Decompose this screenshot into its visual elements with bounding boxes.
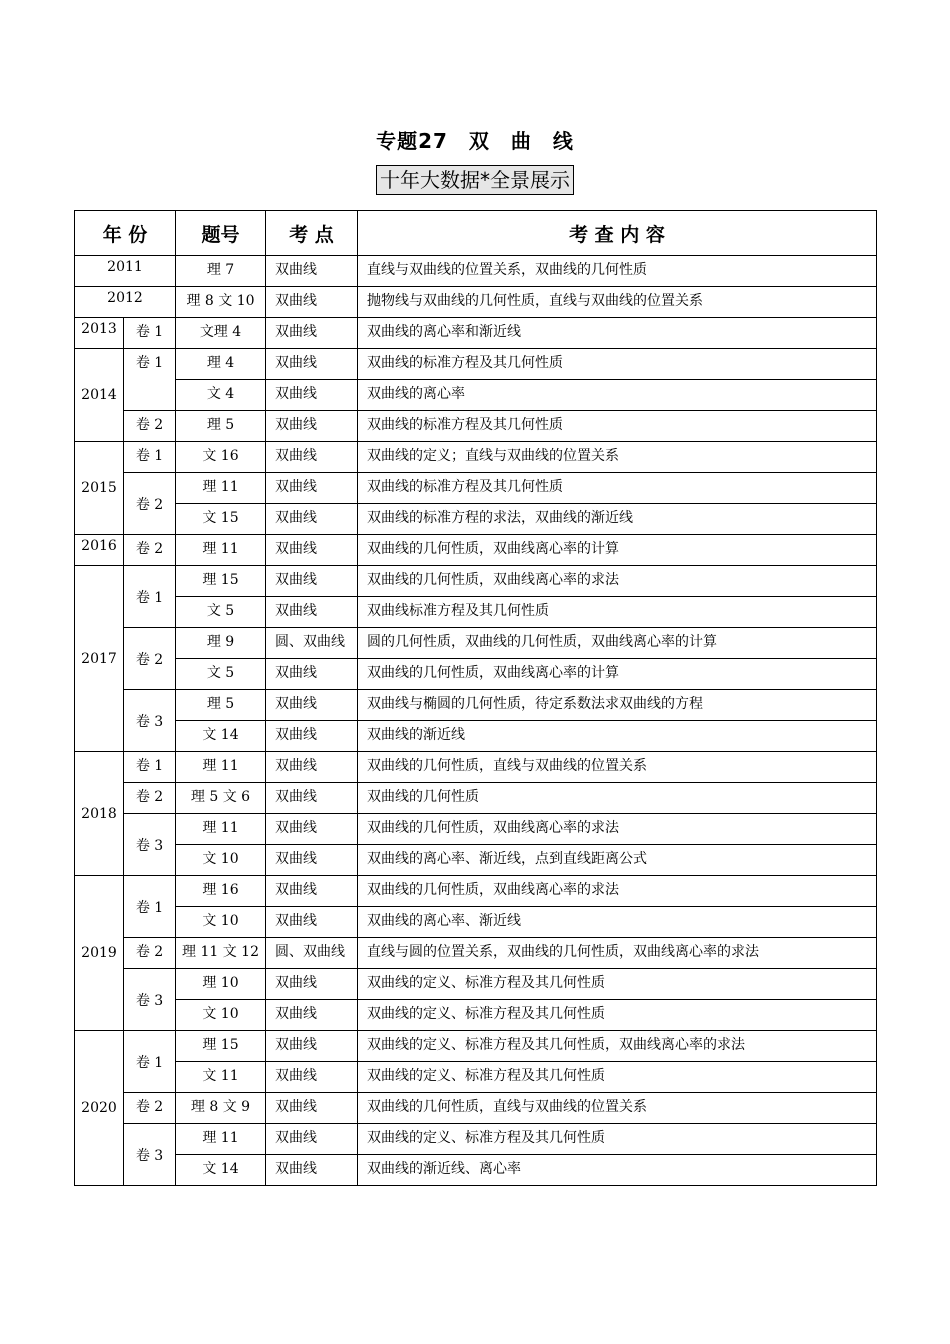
content-cell: 双曲线的几何性质，双曲线离心率的求法 — [358, 814, 877, 845]
number-cell: 理 15 — [176, 1031, 266, 1062]
content-cell: 双曲线的离心率 — [358, 380, 877, 411]
topic-cell: 双曲线 — [266, 318, 358, 349]
content-cell: 双曲线的几何性质，直线与双曲线的位置关系 — [358, 752, 877, 783]
table-row — [75, 1155, 877, 1186]
number-cell: 理 11 — [176, 473, 266, 504]
table-row — [75, 814, 877, 845]
number-cell: 文 10 — [176, 845, 266, 876]
year-cell: 2011 — [75, 256, 176, 287]
topic-cell: 双曲线 — [266, 597, 358, 628]
paper-cell: 卷 1 — [124, 1031, 176, 1093]
number-cell: 理 11 — [176, 752, 266, 783]
number-cell: 理 9 — [176, 628, 266, 659]
topic-cell: 双曲线 — [266, 752, 358, 783]
content-cell: 双曲线的几何性质，双曲线离心率的求法 — [358, 566, 877, 597]
table-row — [75, 1031, 877, 1062]
table-row — [75, 473, 877, 504]
table-row — [75, 1062, 877, 1093]
content-cell: 双曲线的离心率、渐近线 — [358, 907, 877, 938]
number-cell: 理 5 文 6 — [176, 783, 266, 814]
content-cell: 双曲线的渐近线、离心率 — [358, 1155, 877, 1186]
topic-cell: 圆、双曲线 — [266, 938, 358, 969]
header-number: 题号 — [176, 211, 266, 256]
table-row — [75, 1000, 877, 1031]
table-row — [75, 380, 877, 411]
subtitle-wrap — [0, 165, 950, 195]
number-cell: 理 8 文 10 — [176, 287, 266, 318]
topic-cell: 双曲线 — [266, 1000, 358, 1031]
table-row — [75, 845, 877, 876]
topic-cell: 双曲线 — [266, 1031, 358, 1062]
topic-cell: 双曲线 — [266, 1062, 358, 1093]
table-row — [75, 318, 877, 349]
number-cell: 理 5 — [176, 411, 266, 442]
subtitle-box: 十年大数据*全景展示 — [376, 165, 574, 195]
table-row — [75, 783, 877, 814]
content-cell: 双曲线的定义、标准方程及其几何性质 — [358, 969, 877, 1000]
number-cell: 理 11 — [176, 1124, 266, 1155]
table-row — [75, 256, 877, 287]
content-cell: 双曲线标准方程及其几何性质 — [358, 597, 877, 628]
year-cell: 2019 — [75, 876, 124, 1031]
exam-table — [74, 210, 877, 1186]
content-cell: 双曲线的几何性质，双曲线离心率的计算 — [358, 659, 877, 690]
topic-cell: 双曲线 — [266, 1155, 358, 1186]
year-cell: 2014 — [75, 349, 124, 442]
header-content: 考 查 内 容 — [358, 211, 877, 256]
content-cell: 圆的几何性质，双曲线的几何性质，双曲线离心率的计算 — [358, 628, 877, 659]
paper-cell: 卷 3 — [124, 690, 176, 752]
year-cell: 2018 — [75, 752, 124, 876]
topic-cell: 双曲线 — [266, 876, 358, 907]
table-row — [75, 287, 877, 318]
table-row — [75, 1124, 877, 1155]
paper-cell: 卷 2 — [124, 1093, 176, 1124]
content-cell: 双曲线的几何性质 — [358, 783, 877, 814]
number-cell: 文 10 — [176, 1000, 266, 1031]
number-cell: 理 7 — [176, 256, 266, 287]
number-cell: 理 15 — [176, 566, 266, 597]
number-cell: 理 10 — [176, 969, 266, 1000]
table-row — [75, 349, 877, 380]
paper-cell: 卷 1 — [124, 442, 176, 473]
table-row — [75, 876, 877, 907]
number-cell: 文理 4 — [176, 318, 266, 349]
topic-cell: 双曲线 — [266, 783, 358, 814]
paper-cell: 卷 1 — [124, 752, 176, 783]
number-cell: 文 16 — [176, 442, 266, 473]
page-title: 专题27 双 曲 线 — [376, 129, 574, 153]
content-cell: 双曲线的定义、标准方程及其几何性质 — [358, 1000, 877, 1031]
topic-cell: 双曲线 — [266, 380, 358, 411]
paper-cell: 卷 3 — [124, 814, 176, 876]
header-topic: 考 点 — [266, 211, 358, 256]
content-cell: 双曲线的标准方程及其几何性质 — [358, 349, 877, 380]
paper-cell: 卷 2 — [124, 628, 176, 690]
content-cell: 双曲线的渐近线 — [358, 721, 877, 752]
number-cell: 文 14 — [176, 1155, 266, 1186]
paper-cell: 卷 1 — [124, 318, 176, 349]
number-cell: 理 5 — [176, 690, 266, 721]
content-cell: 双曲线的定义、标准方程及其几何性质 — [358, 1062, 877, 1093]
topic-cell: 双曲线 — [266, 442, 358, 473]
content-cell: 双曲线的定义、标准方程及其几何性质，双曲线离心率的求法 — [358, 1031, 877, 1062]
paper-cell: 卷 1 — [124, 566, 176, 628]
topic-cell: 双曲线 — [266, 814, 358, 845]
topic-cell: 双曲线 — [266, 969, 358, 1000]
year-cell: 2015 — [75, 442, 124, 535]
table-row — [75, 535, 877, 566]
topic-cell: 双曲线 — [266, 845, 358, 876]
content-cell: 双曲线的离心率和渐近线 — [358, 318, 877, 349]
table-row — [75, 628, 877, 659]
content-cell: 抛物线与双曲线的几何性质，直线与双曲线的位置关系 — [358, 287, 877, 318]
number-cell: 理 4 — [176, 349, 266, 380]
table-row — [75, 411, 877, 442]
topic-cell: 双曲线 — [266, 659, 358, 690]
table-row — [75, 969, 877, 1000]
content-cell: 双曲线的几何性质，双曲线离心率的求法 — [358, 876, 877, 907]
table-row — [75, 721, 877, 752]
topic-cell: 双曲线 — [266, 411, 358, 442]
topic-cell: 双曲线 — [266, 287, 358, 318]
number-cell: 理 16 — [176, 876, 266, 907]
paper-cell: 卷 3 — [124, 969, 176, 1031]
number-cell: 文 14 — [176, 721, 266, 752]
year-cell: 2017 — [75, 566, 124, 752]
content-cell: 直线与双曲线的位置关系，双曲线的几何性质 — [358, 256, 877, 287]
topic-cell: 双曲线 — [266, 566, 358, 597]
table-row — [75, 566, 877, 597]
table-row — [75, 597, 877, 628]
number-cell: 文 5 — [176, 597, 266, 628]
number-cell: 文 4 — [176, 380, 266, 411]
table-row — [75, 752, 877, 783]
topic-cell: 双曲线 — [266, 1124, 358, 1155]
table-row — [75, 504, 877, 535]
paper-cell: 卷 2 — [124, 473, 176, 535]
year-cell: 2020 — [75, 1031, 124, 1186]
number-cell: 文 10 — [176, 907, 266, 938]
number-cell: 文 5 — [176, 659, 266, 690]
number-cell: 文 11 — [176, 1062, 266, 1093]
number-cell: 理 11 — [176, 814, 266, 845]
content-cell: 双曲线的定义；直线与双曲线的位置关系 — [358, 442, 877, 473]
number-cell: 理 11 文 12 — [176, 938, 266, 969]
table-row — [75, 1093, 877, 1124]
paper-cell: 卷 2 — [124, 535, 176, 566]
table-row — [75, 907, 877, 938]
number-cell: 理 11 — [176, 535, 266, 566]
content-cell: 双曲线与椭圆的几何性质，待定系数法求双曲线的方程 — [358, 690, 877, 721]
content-cell: 双曲线的标准方程及其几何性质 — [358, 411, 877, 442]
topic-cell: 双曲线 — [266, 1093, 358, 1124]
header-year: 年 份 — [75, 211, 176, 256]
header-row — [75, 211, 877, 256]
content-cell: 双曲线的几何性质，直线与双曲线的位置关系 — [358, 1093, 877, 1124]
topic-cell: 双曲线 — [266, 721, 358, 752]
paper-cell: 卷 2 — [124, 783, 176, 814]
topic-cell: 双曲线 — [266, 535, 358, 566]
topic-cell: 双曲线 — [266, 473, 358, 504]
topic-cell: 双曲线 — [266, 504, 358, 535]
paper-cell: 卷 2 — [124, 938, 176, 969]
paper-cell: 卷 3 — [124, 1124, 176, 1186]
topic-cell: 双曲线 — [266, 256, 358, 287]
table-row — [75, 659, 877, 690]
topic-cell: 双曲线 — [266, 690, 358, 721]
topic-cell: 圆、双曲线 — [266, 628, 358, 659]
number-cell: 理 8 文 9 — [176, 1093, 266, 1124]
content-cell: 双曲线的标准方程及其几何性质 — [358, 473, 877, 504]
table-row — [75, 690, 877, 721]
number-cell: 文 15 — [176, 504, 266, 535]
year-cell: 2013 — [75, 318, 124, 349]
topic-cell: 双曲线 — [266, 907, 358, 938]
paper-cell: 卷 1 — [124, 349, 176, 411]
content-cell: 直线与圆的位置关系，双曲线的几何性质，双曲线离心率的求法 — [358, 938, 877, 969]
content-cell: 双曲线的几何性质，双曲线离心率的计算 — [358, 535, 877, 566]
topic-cell: 双曲线 — [266, 349, 358, 380]
year-cell: 2012 — [75, 287, 176, 318]
paper-cell: 卷 1 — [124, 876, 176, 938]
paper-cell: 卷 2 — [124, 411, 176, 442]
content-cell: 双曲线的标准方程的求法，双曲线的渐近线 — [358, 504, 877, 535]
year-cell: 2016 — [75, 535, 124, 566]
content-cell: 双曲线的离心率、渐近线，点到直线距离公式 — [358, 845, 877, 876]
table-row — [75, 938, 877, 969]
content-cell: 双曲线的定义、标准方程及其几何性质 — [358, 1124, 877, 1155]
table-row — [75, 442, 877, 473]
